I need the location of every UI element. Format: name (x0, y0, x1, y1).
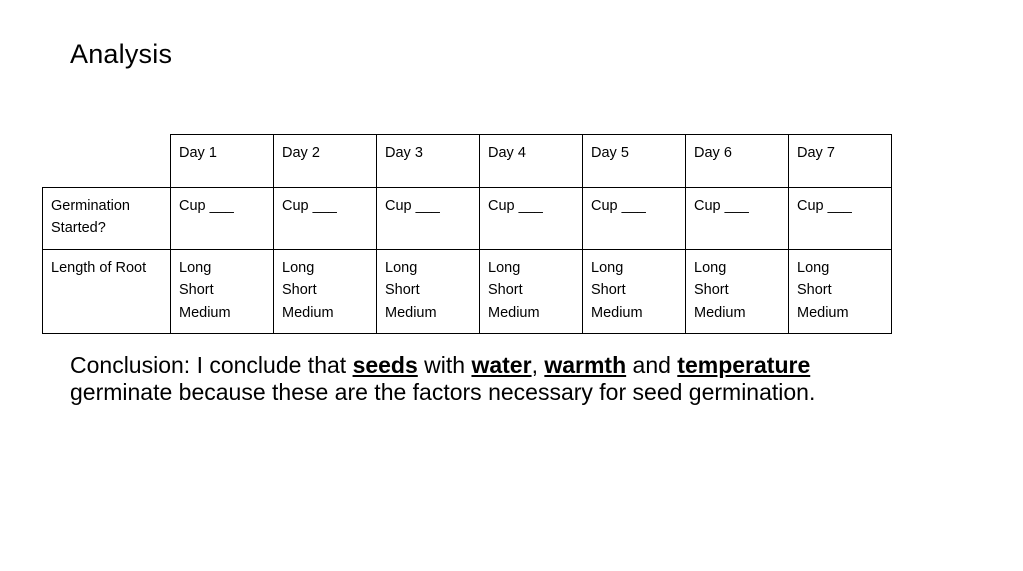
cell-line: Cup ___ (385, 198, 440, 214)
option-medium[interactable]: Medium (694, 304, 746, 321)
column-header-day-3: Day 3 (377, 135, 480, 188)
column-header-day-5: Day 5 (583, 135, 686, 188)
cell-germination-day-2[interactable] (274, 188, 377, 250)
cell-germination-day-5[interactable] (583, 188, 686, 250)
table-row (43, 188, 892, 250)
cell-line: Cup ___ (282, 198, 337, 214)
option-long[interactable]: Long (179, 259, 212, 276)
cell-germination-day-3[interactable] (377, 188, 480, 250)
option-long[interactable]: Long (385, 259, 418, 276)
row-header-length-of-root: Length of Root (43, 249, 171, 333)
cell-root-length-day-2[interactable] (274, 249, 377, 333)
table-header-row (43, 135, 892, 188)
column-header-day-1: Day 1 (171, 135, 274, 188)
cell-root-length-day-6[interactable] (686, 249, 789, 333)
table-row (43, 249, 892, 333)
cell-germination-day-6[interactable] (686, 188, 789, 250)
cell-root-length-day-1[interactable] (171, 249, 274, 333)
column-header-day-4: Day 4 (480, 135, 583, 188)
option-short[interactable]: Short (694, 282, 729, 299)
conclusion-intro: Conclusion: I conclude that (70, 352, 353, 378)
row-header-germination-started: Germination Started? (43, 188, 171, 250)
option-short[interactable]: Short (591, 282, 626, 299)
page-title: Analysis (70, 39, 173, 69)
option-short[interactable]: Short (488, 282, 523, 299)
cell-line: Cup ___ (797, 198, 852, 214)
germination-data-table (42, 134, 892, 334)
option-long[interactable]: Long (797, 259, 830, 276)
option-long[interactable]: Long (282, 259, 315, 276)
cell-root-length-day-7[interactable] (789, 249, 892, 333)
cell-line: Cup ___ (488, 198, 543, 214)
option-medium[interactable]: Medium (488, 304, 540, 321)
conclusion-term-temperature: temperature (677, 352, 811, 378)
option-short[interactable]: Short (797, 282, 832, 299)
option-long[interactable]: Long (694, 259, 727, 276)
conclusion-term-seeds: seeds (352, 352, 418, 378)
conclusion-term-water: water (471, 352, 532, 378)
column-header-day-6: Day 6 (686, 135, 789, 188)
conclusion-mid-3: and (626, 352, 678, 378)
option-long[interactable]: Long (488, 259, 521, 276)
conclusion-term-warmth: warmth (544, 352, 627, 378)
option-short[interactable]: Short (385, 282, 420, 299)
option-medium[interactable]: Medium (179, 304, 231, 321)
cell-germination-day-4[interactable] (480, 188, 583, 250)
cell-root-length-day-5[interactable] (583, 249, 686, 333)
cell-line: Cup ___ (179, 198, 234, 214)
cell-line: Cup ___ (694, 198, 749, 214)
option-short[interactable]: Short (179, 282, 214, 299)
option-short[interactable]: Short (282, 282, 317, 299)
conclusion-mid-2: , (531, 352, 545, 378)
cell-line: Cup ___ (591, 198, 646, 214)
table-corner-cell (43, 135, 171, 188)
option-long[interactable]: Long (591, 259, 624, 276)
cell-root-length-day-3[interactable] (377, 249, 480, 333)
option-medium[interactable]: Medium (797, 304, 849, 321)
option-medium[interactable]: Medium (591, 304, 643, 321)
column-header-day-2: Day 2 (274, 135, 377, 188)
cell-germination-day-7[interactable] (789, 188, 892, 250)
conclusion-paragraph (70, 352, 902, 406)
column-header-day-7: Day 7 (789, 135, 892, 188)
option-medium[interactable]: Medium (282, 304, 334, 321)
option-medium[interactable]: Medium (385, 304, 437, 321)
conclusion-mid-1: with (417, 352, 472, 378)
conclusion-tail: germinate because these are the factors necessary for seed germination. (70, 378, 816, 405)
cell-germination-day-1[interactable] (171, 188, 274, 250)
cell-root-length-day-4[interactable] (480, 249, 583, 333)
